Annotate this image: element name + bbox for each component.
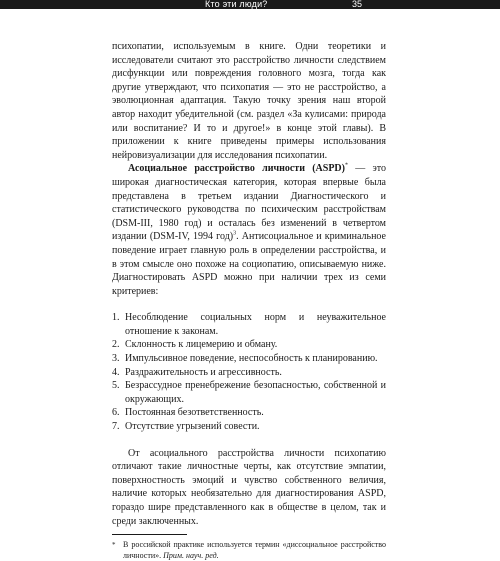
list-item-text: Раздражительность и агрессивность. [125, 366, 282, 378]
footnote-editor-note: Прим. науч. ред. [163, 550, 219, 560]
chapter-title: Кто эти люди? [205, 0, 268, 9]
footnote-reference[interactable]: * [344, 163, 348, 170]
footnote-body: В российской практике используется термин «диссоциальное расстройство личности». [123, 540, 386, 560]
spacer [112, 298, 386, 311]
list-item-text: Импульсивное поведение, неспособность к планированию. [125, 353, 378, 365]
list-item-text: Отсутствие угрызений совести. [125, 421, 260, 433]
criteria-list [112, 311, 386, 433]
list-item [112, 379, 386, 406]
paragraph-continued: психопатии, используемым в книге. Одни теоретики и исследователи считают это расстройство личности следствием дисфункции или повреждения головного мозга, тогда как другие утверждают, что психопатия — это не расстройство, а эволюционная адаптация. Такую точку зрения наш второй автор находит убедительной (см. раздел «За кулисами: природа или воспитание? И то и другое!» в конце этой главы). В приложении к книге приведены примеры использования нейровизуализации для исследования психопатии. [112, 41, 386, 161]
list-item-number: 3. [112, 353, 120, 365]
list-item-number: 1. [112, 312, 120, 324]
list-item [112, 311, 386, 338]
page-number: 35 [352, 0, 363, 9]
list-item-number: 4. [112, 366, 120, 378]
citation-reference[interactable]: 3 [233, 230, 237, 237]
list-item-text: Постоянная безответственность. [125, 407, 264, 419]
list-item-number: 6. [112, 407, 120, 419]
paragraph-aspd-text-2: . Антисоциальное и криминальное поведение играет главную роль в определении расстройства, и в этом смысле оно похоже на социопатию, описываемую ниже. Диагностировать ASPD можно при наличии трех из семи критериев: [112, 231, 386, 297]
page-body [112, 40, 386, 561]
footnote-divider [112, 534, 187, 535]
list-item [112, 406, 386, 420]
term-aspd: Асоциальное расстройство личности (ASPD) [128, 163, 345, 175]
list-item [112, 352, 386, 366]
footnote [112, 540, 386, 561]
list-item-text: Склонность к лицемерию и обману. [125, 339, 278, 351]
list-item-text: Безрассудное пренебрежение безопасностью, собственной и окружающих. [125, 380, 386, 405]
running-header [0, 0, 500, 9]
paragraph-aspd-text-1: — это широкая диагностическая категория, которая впервые была представлена в третьем издании Диагностического и статистического руководства по психическим расстройствам (DSM-III, 1980 год) и осталась без изменений в четвертом издании (DSM-IV, 1994 год) [112, 163, 386, 243]
spacer [112, 434, 386, 447]
list-item-number: 7. [112, 421, 120, 433]
list-item [112, 366, 386, 380]
paragraph-aspd [112, 162, 386, 298]
list-item-number: 2. [112, 339, 120, 351]
list-item-number: 5. [112, 380, 120, 392]
footnote-mark: * [112, 541, 116, 550]
footnote-text [123, 540, 386, 561]
list-item [112, 338, 386, 352]
list-item [112, 420, 386, 434]
paragraph-psychopathy-vs-aspd: От асоциального расстройства личности психопатию отличают такие личностные черты, как отсутствие эмпатии, поверхностность эмоций и чувство собственного величия, наличие которых необязательно для диагностирования ASPD, гораздо шире представленного как в обществе в целом, так и среди заключенных. [112, 447, 386, 527]
list-item-text: Несоблюдение социальных норм и неуважительное отношение к законам. [125, 312, 386, 337]
